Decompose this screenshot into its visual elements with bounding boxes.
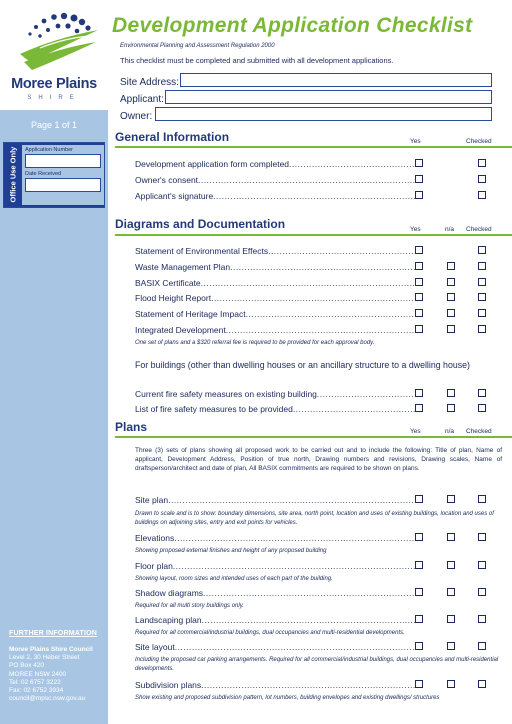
na-checkbox[interactable]	[447, 588, 455, 596]
checked-checkbox[interactable]	[478, 278, 486, 286]
na-checkbox[interactable]	[447, 309, 455, 317]
plan-item: Elevations .....	[135, 533, 417, 543]
office-use-box	[3, 142, 105, 208]
checked-checkbox[interactable]	[478, 680, 486, 688]
plan-note: Including the proposed car parking arrangements. Required for all commercial/industrial buildings, dual occupancies and multi-residential developments.	[135, 657, 499, 672]
section-divider	[115, 436, 512, 438]
contact-tel: Tel: 02 6757 3222	[9, 678, 61, 686]
plans-intro: Three (3) sets of plans showing all proposed work to be carried out and to include the following: Title of plan, Name of applicant, Development Address, Position of true north, Drawing numbers and revisions, Drawing scales, Name of draftsperson/architect and date of plan, All BASIX commitments are required to be shown on plans.	[135, 447, 502, 472]
checked-checkbox[interactable]	[478, 159, 486, 167]
diagram-item: Statement of Environmental Effects .....	[135, 246, 417, 256]
plan-note: Showing proposed external finishes and height of any proposed building	[135, 548, 327, 554]
checked-checkbox[interactable]	[478, 615, 486, 623]
plan-note: Required for all multi story buildings only.	[135, 603, 244, 609]
moree-plains-logo-icon	[10, 8, 100, 73]
checked-checkbox[interactable]	[478, 293, 486, 301]
date-received-label: Date Received	[25, 171, 62, 177]
yes-checkbox[interactable]	[415, 191, 423, 199]
na-checkbox[interactable]	[447, 389, 455, 397]
yes-checkbox[interactable]	[415, 642, 423, 650]
na-checkbox[interactable]	[447, 680, 455, 688]
page-title: Development Application Checklist	[112, 14, 473, 37]
plan-item: Landscaping plan .....	[135, 615, 417, 625]
col-na: n/a	[445, 428, 455, 435]
na-checkbox[interactable]	[447, 325, 455, 333]
yes-checkbox[interactable]	[415, 561, 423, 569]
yes-checkbox[interactable]	[415, 495, 423, 503]
na-checkbox[interactable]	[447, 262, 455, 270]
col-checked: Checked	[466, 138, 492, 145]
contact-addr1: Level 2, 30 Heber Street	[9, 654, 80, 662]
general-item: Applicant's signature .....	[135, 191, 417, 201]
checked-checkbox[interactable]	[478, 642, 486, 650]
general-info-heading: General Information	[115, 130, 230, 144]
yes-checkbox[interactable]	[415, 680, 423, 688]
diagram-item: Flood Height Report .....	[135, 293, 417, 303]
page-subtitle: Environmental Planning and Assessment Regulation 2000	[120, 43, 275, 49]
org-name: Moree Plains	[11, 76, 97, 92]
checked-checkbox[interactable]	[478, 389, 486, 397]
referral-note: One set of plans and a $320 referral fee is required to be provided for each approval body.	[135, 340, 375, 346]
plan-item: Site plan .....	[135, 495, 417, 505]
contact-email[interactable]: council@mpsc.nsw.gov.au	[9, 695, 86, 703]
yes-checkbox[interactable]	[415, 175, 423, 183]
yes-checkbox[interactable]	[415, 615, 423, 623]
checked-checkbox[interactable]	[478, 561, 486, 569]
yes-checkbox[interactable]	[415, 404, 423, 412]
plan-item: Site layout .....	[135, 642, 417, 652]
yes-checkbox[interactable]	[415, 293, 423, 301]
na-checkbox[interactable]	[447, 533, 455, 541]
org-sub: SHIRE	[27, 95, 81, 101]
plans-heading: Plans	[115, 420, 148, 434]
na-checkbox[interactable]	[447, 278, 455, 286]
further-info-heading: FURTHER INFORMATION	[9, 630, 98, 637]
checked-checkbox[interactable]	[478, 495, 486, 503]
yes-checkbox[interactable]	[415, 246, 423, 254]
contact-addr2: PO Box 420	[9, 662, 45, 670]
diagram-item: BASIX Certificate .....	[135, 278, 417, 288]
diagram-item: Waste Management Plan .....	[135, 262, 417, 272]
contact-fax: Fax: 02 6752 3934	[9, 687, 64, 695]
contact-addr3: MOREE NSW 2400	[9, 670, 67, 678]
applicant-input[interactable]	[165, 90, 492, 104]
site-address-label: Site Address:	[120, 77, 179, 88]
date-received-field[interactable]	[25, 178, 101, 192]
section-divider	[115, 234, 512, 236]
yes-checkbox[interactable]	[415, 262, 423, 270]
general-item: Owner's consent .....	[135, 175, 417, 185]
owner-label: Owner:	[120, 111, 153, 122]
checked-checkbox[interactable]	[478, 246, 486, 254]
checked-checkbox[interactable]	[478, 262, 486, 270]
diagram-item: Integrated Development .....	[135, 325, 417, 335]
yes-checkbox[interactable]	[415, 533, 423, 541]
yes-checkbox[interactable]	[415, 278, 423, 286]
owner-input[interactable]	[155, 107, 492, 121]
sidebar	[0, 0, 108, 724]
fire-item: List of fire safety measures to be provided .....	[135, 404, 417, 414]
col-yes: Yes	[410, 138, 421, 145]
checked-checkbox[interactable]	[478, 325, 486, 333]
na-checkbox[interactable]	[447, 404, 455, 412]
contact-name: Moree Plains Shire Council	[9, 646, 93, 653]
col-yes: Yes	[410, 428, 421, 435]
col-na: n/a	[445, 226, 455, 233]
yes-checkbox[interactable]	[415, 389, 423, 397]
plan-note: Show existing and proposed subdivision pattern, lot numbers, building envelopes and existing dwellings/ structures	[135, 695, 440, 701]
plan-note: Showing layout, room sizes and intended uses of each part of the building.	[135, 576, 333, 582]
buildings-text: For buildings (other than dwelling houses or an ancillary structure to a dwelling house)	[135, 360, 470, 370]
checked-checkbox[interactable]	[478, 404, 486, 412]
diagram-item: Statement of Heritage Impact .....	[135, 309, 417, 319]
office-use-label: Office Use Only	[8, 146, 18, 203]
na-checkbox[interactable]	[447, 293, 455, 301]
fire-item: Current fire safety measures on existing building .....	[135, 389, 417, 399]
checked-checkbox[interactable]	[478, 588, 486, 596]
yes-checkbox[interactable]	[415, 159, 423, 167]
checked-checkbox[interactable]	[478, 191, 486, 199]
app-number-label: Application Number	[25, 147, 73, 153]
contact-info	[9, 646, 93, 703]
checked-checkbox[interactable]	[478, 533, 486, 541]
site-address-input[interactable]	[180, 73, 492, 87]
na-checkbox[interactable]	[447, 561, 455, 569]
yes-checkbox[interactable]	[415, 588, 423, 596]
plan-item: Floor plan .....	[135, 561, 417, 571]
intro-text: This checklist must be completed and submitted with all development applications.	[120, 56, 394, 65]
diagrams-heading: Diagrams and Documentation	[115, 217, 286, 231]
na-checkbox[interactable]	[447, 495, 455, 503]
applicant-label: Applicant:	[120, 94, 164, 105]
yes-checkbox[interactable]	[415, 309, 423, 317]
na-checkbox[interactable]	[447, 642, 455, 650]
section-divider	[115, 146, 512, 148]
app-number-field[interactable]	[25, 154, 101, 168]
plan-item: Shadow diagrams .....	[135, 588, 417, 598]
plan-item: Subdivision plans .....	[135, 680, 417, 690]
page-indicator: Page 1 of 1	[30, 120, 78, 130]
plan-note: Required for all commercial/industrial buildings, dual occupancies and multi-residential developments.	[135, 630, 405, 636]
na-checkbox[interactable]	[447, 615, 455, 623]
col-yes: Yes	[410, 226, 421, 233]
office-use-panel	[22, 145, 104, 205]
checked-checkbox[interactable]	[478, 175, 486, 183]
checked-checkbox[interactable]	[478, 309, 486, 317]
col-checked: Checked	[466, 226, 492, 233]
plan-note: Drawn to scale and is to show: boundary dimensions, site area, north point, location and uses of existing buildings, location and uses of buildings on adjoining sites, entry and exit points for vehicles.	[135, 511, 494, 526]
yes-checkbox[interactable]	[415, 325, 423, 333]
col-checked: Checked	[466, 428, 492, 435]
general-item: Development application form completed .....	[135, 159, 417, 169]
